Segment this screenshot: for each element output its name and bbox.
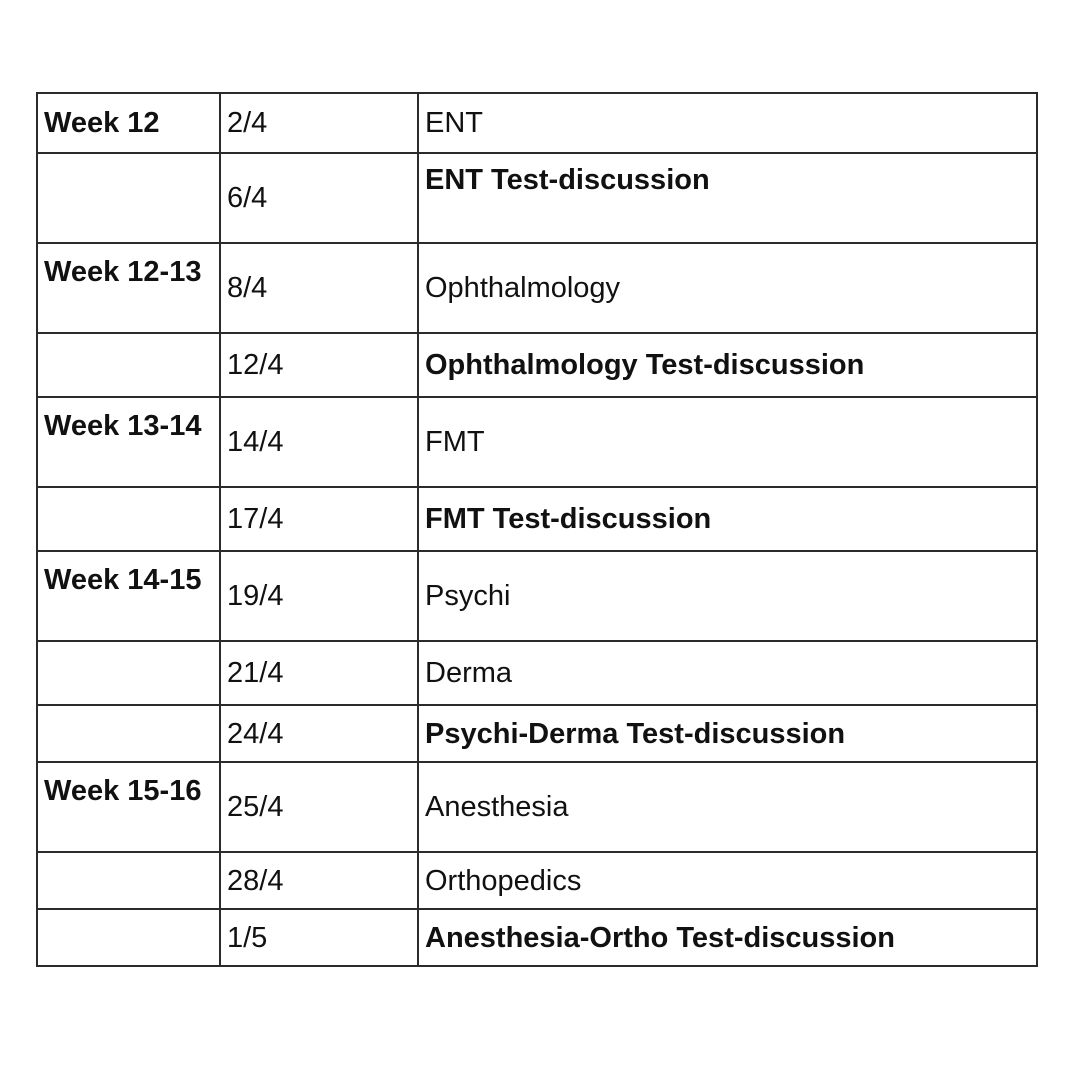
topic-cell: Psychi (418, 551, 1037, 641)
topic-cell: Ophthalmology (418, 243, 1037, 333)
week-cell (37, 852, 220, 909)
date-cell: 21/4 (220, 641, 418, 705)
date-cell: 24/4 (220, 705, 418, 762)
table-row (37, 93, 1037, 153)
week-cell: Week 15-16 (37, 762, 220, 852)
week-cell: Week 12 (37, 93, 220, 153)
topic-cell: Ophthalmology Test-discussion (418, 333, 1037, 397)
week-cell: Week 13-14 (37, 397, 220, 487)
date-cell: 2/4 (220, 93, 418, 153)
week-cell: Week 12-13 (37, 243, 220, 333)
week-cell (37, 333, 220, 397)
week-cell: Week 14-15 (37, 551, 220, 641)
table-row (37, 909, 1037, 966)
topic-cell: FMT (418, 397, 1037, 487)
date-cell: 6/4 (220, 153, 418, 243)
table-row (37, 397, 1037, 487)
table-row (37, 333, 1037, 397)
week-cell (37, 641, 220, 705)
table-row (37, 641, 1037, 705)
table-row (37, 762, 1037, 852)
week-cell (37, 705, 220, 762)
table-row (37, 551, 1037, 641)
week-cell (37, 909, 220, 966)
table-row (37, 243, 1037, 333)
date-cell: 12/4 (220, 333, 418, 397)
topic-cell: ENT (418, 93, 1037, 153)
date-cell: 8/4 (220, 243, 418, 333)
date-cell: 28/4 (220, 852, 418, 909)
date-cell: 14/4 (220, 397, 418, 487)
date-cell: 19/4 (220, 551, 418, 641)
topic-cell: ENT Test-discussion (418, 153, 1037, 243)
topic-cell: Derma (418, 641, 1037, 705)
topic-cell: Anesthesia-Ortho Test-discussion (418, 909, 1037, 966)
topic-cell: Orthopedics (418, 852, 1037, 909)
table-row (37, 487, 1037, 551)
table-row (37, 153, 1037, 243)
week-cell (37, 487, 220, 551)
date-cell: 1/5 (220, 909, 418, 966)
date-cell: 25/4 (220, 762, 418, 852)
topic-cell: Psychi-Derma Test-discussion (418, 705, 1037, 762)
table-row (37, 852, 1037, 909)
week-cell (37, 153, 220, 243)
topic-cell: FMT Test-discussion (418, 487, 1037, 551)
table-row (37, 705, 1037, 762)
topic-cell: Anesthesia (418, 762, 1037, 852)
schedule-table (36, 92, 1038, 967)
date-cell: 17/4 (220, 487, 418, 551)
